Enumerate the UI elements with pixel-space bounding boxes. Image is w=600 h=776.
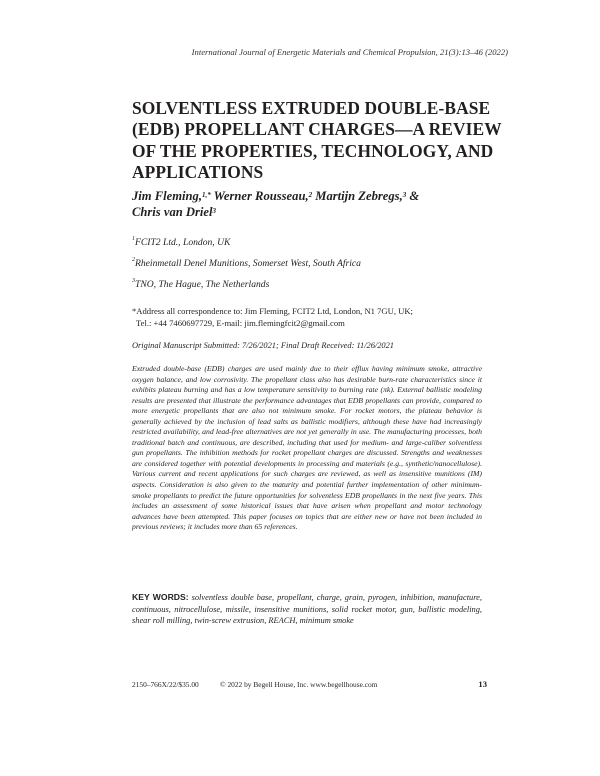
author-affiliation-marker: 2 xyxy=(308,191,313,199)
affiliation-3: $^3$TNO, The Hague, The Netherlands xyxy=(132,278,270,290)
author-name[interactable]: Jim Fleming, xyxy=(132,189,202,203)
author-name[interactable]: Werner Rousseau, xyxy=(213,189,309,203)
author-affiliation-marker: 3 xyxy=(402,191,407,199)
keywords-label: KEY WORDS: xyxy=(132,592,189,602)
author-list: Jim Fleming,$^{1,*}$ Werner Rousseau,$^2$ Martijn Zebregs,$^3$ & Chris van Driel$^3$ xyxy=(132,189,420,219)
correspondence-contact[interactable]: Tel.: +44 7460697729, E-mail: jim.flemingfcit2@gmail.com xyxy=(136,317,345,328)
correspondence-note xyxy=(132,306,462,329)
author-name[interactable]: Martijn Zebregs, xyxy=(315,189,403,203)
copyright-line[interactable]: © 2022 by Begell House, Inc. www.begellhouse.com xyxy=(220,680,378,689)
keywords xyxy=(132,592,482,627)
author-affiliation-marker: 1,* xyxy=(201,191,211,199)
affiliation-2: $^2$Rheinmetall Denel Munitions, Somerset West, South Africa xyxy=(132,257,361,269)
issn-price: 2150–766X/22/$35.00 xyxy=(132,680,199,689)
manuscript-dates: Original Manuscript Submitted: 7/26/2021; Final Draft Received: 11/26/2021 xyxy=(132,341,394,350)
affiliation-1: $^1$FCIT2 Ltd., London, UK xyxy=(132,236,231,248)
article-title: SOLVENTLESS EXTRUDED DOUBLE-BASE (EDB) PROPELLANT CHARGES—A REVIEW OF THE PROPERTIES, TECHNOLOGY, AND APPLICATIONS xyxy=(132,98,502,183)
running-head: International Journal of Energetic Materials and Chemical Propulsion, 21(3):13–46 (2022) xyxy=(191,47,508,57)
correspondence-address: *Address all correspondence to: Jim Fleming, FCIT2 Ltd, London, N1 7GU, UK; xyxy=(132,306,413,316)
page-number: 13 xyxy=(478,679,487,689)
author-affiliation-marker: 3 xyxy=(212,207,216,215)
author-name[interactable]: Chris van Driel xyxy=(132,205,213,219)
keywords-text: solventless double base, propellant, charge, grain, pyrogen, inhibition, manufacture, continuous, nitrocellulose, missile, insensitive munitions, solid rocket motor, gun, ballistic modeling, shear roll milling, twin-screw extrusion, REACH, minimum smoke xyxy=(132,593,482,626)
abstract-text: Extruded double-base (EDB) charges are used mainly due to their efflux having minimum smoke, attractive oxygen balance, and low corrosivity. The propellant class also has desirable burn-rate characteristics since it exhibits plateau burning and has a low temperature sensitivity to burning rate (πk). External ballistic modeling results are presented that illustrate the performance advantages that EDB propellants can provide, compared to more energetic propellants that are also not minimum smoke. For rocket motors, the plateau behavior is generally achieved by the inclusion of lead salts as ballistic modifiers, although these have had increasingly restricted availability, and lead-free alternatives are not yet generally in use. The manufacturing processes, both traditional batch and continuous, are described, including that used for medium- and large-caliber solventless gun propellants. The inhibition methods for rocket propellant charges are discussed. Strengths and weaknesses are considered together with potential developments in processing and materials (e.g., synthetic/nanocellulose). Various current and recent applications for such charges are reviewed, as well as insensitive munitions (IM) aspects. Consideration is also given to the maturity and potential further implementation of other minimum-smoke propellants to predict the future opportunities for solventless EDB propellants in the next five years. This includes an assessment of some historical issues that have arisen when propellant and motor technology advances have been attempted. This paper focuses on topics that are either new or have not been included in previous reviews; it includes more than 65 references. xyxy=(132,364,482,532)
